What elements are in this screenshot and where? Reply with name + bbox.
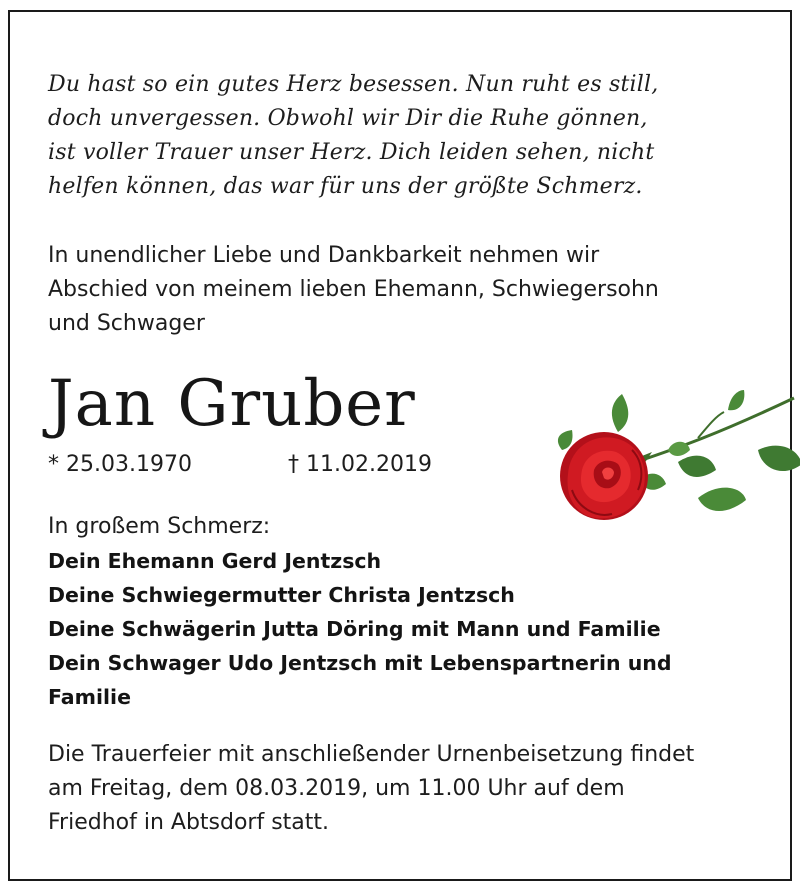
poem-line: doch unvergessen. Obwohl wir Dir die Ruhe gönnen, — [48, 106, 648, 131]
life-dates — [48, 449, 488, 481]
poem-line: helfen können, das war für uns der größte Schmerz. — [48, 174, 643, 199]
obituary-frame — [8, 10, 792, 881]
mourner-line: Deine Schwiegermutter Christa Jentzsch — [48, 583, 515, 607]
mourner-line: Dein Ehemann Gerd Jentzsch — [48, 549, 382, 573]
intro-line: und Schwager — [48, 311, 205, 336]
mourners-intro: In großem Schmerz: — [48, 514, 271, 539]
mourner-line: Dein Schwager Udo Jentzsch mit Lebenspartnerin und — [48, 651, 672, 675]
deceased-name: Jan Gruber — [48, 367, 416, 441]
mourners-section — [48, 510, 778, 714]
mourner-line: Deine Schwägerin Jutta Döring mit Mann und Familie — [48, 617, 661, 641]
poem — [48, 68, 768, 204]
notice-line: Die Trauerfeier mit anschließender Urnenbeisetzung findet — [48, 742, 695, 767]
mourner-line: Familie — [48, 685, 131, 709]
poem-line: ist voller Trauer unser Herz. Dich leiden sehen, nicht — [48, 140, 655, 165]
death-date: † 11.02.2019 — [288, 452, 432, 477]
intro-line: In unendlicher Liebe und Dankbarkeit nehmen wir — [48, 243, 600, 268]
farewell-intro — [48, 239, 768, 341]
birth-date: * 25.03.1970 — [48, 452, 192, 477]
funeral-notice — [48, 738, 778, 840]
poem-line: Du hast so ein gutes Herz besessen. Nun ruht es still, — [48, 72, 659, 97]
intro-line: Abschied von meinem lieben Ehemann, Schwiegersohn — [48, 277, 659, 302]
notice-line: Friedhof in Abtsdorf statt. — [48, 810, 330, 835]
notice-line: am Freitag, dem 08.03.2019, um 11.00 Uhr auf dem — [48, 776, 625, 801]
